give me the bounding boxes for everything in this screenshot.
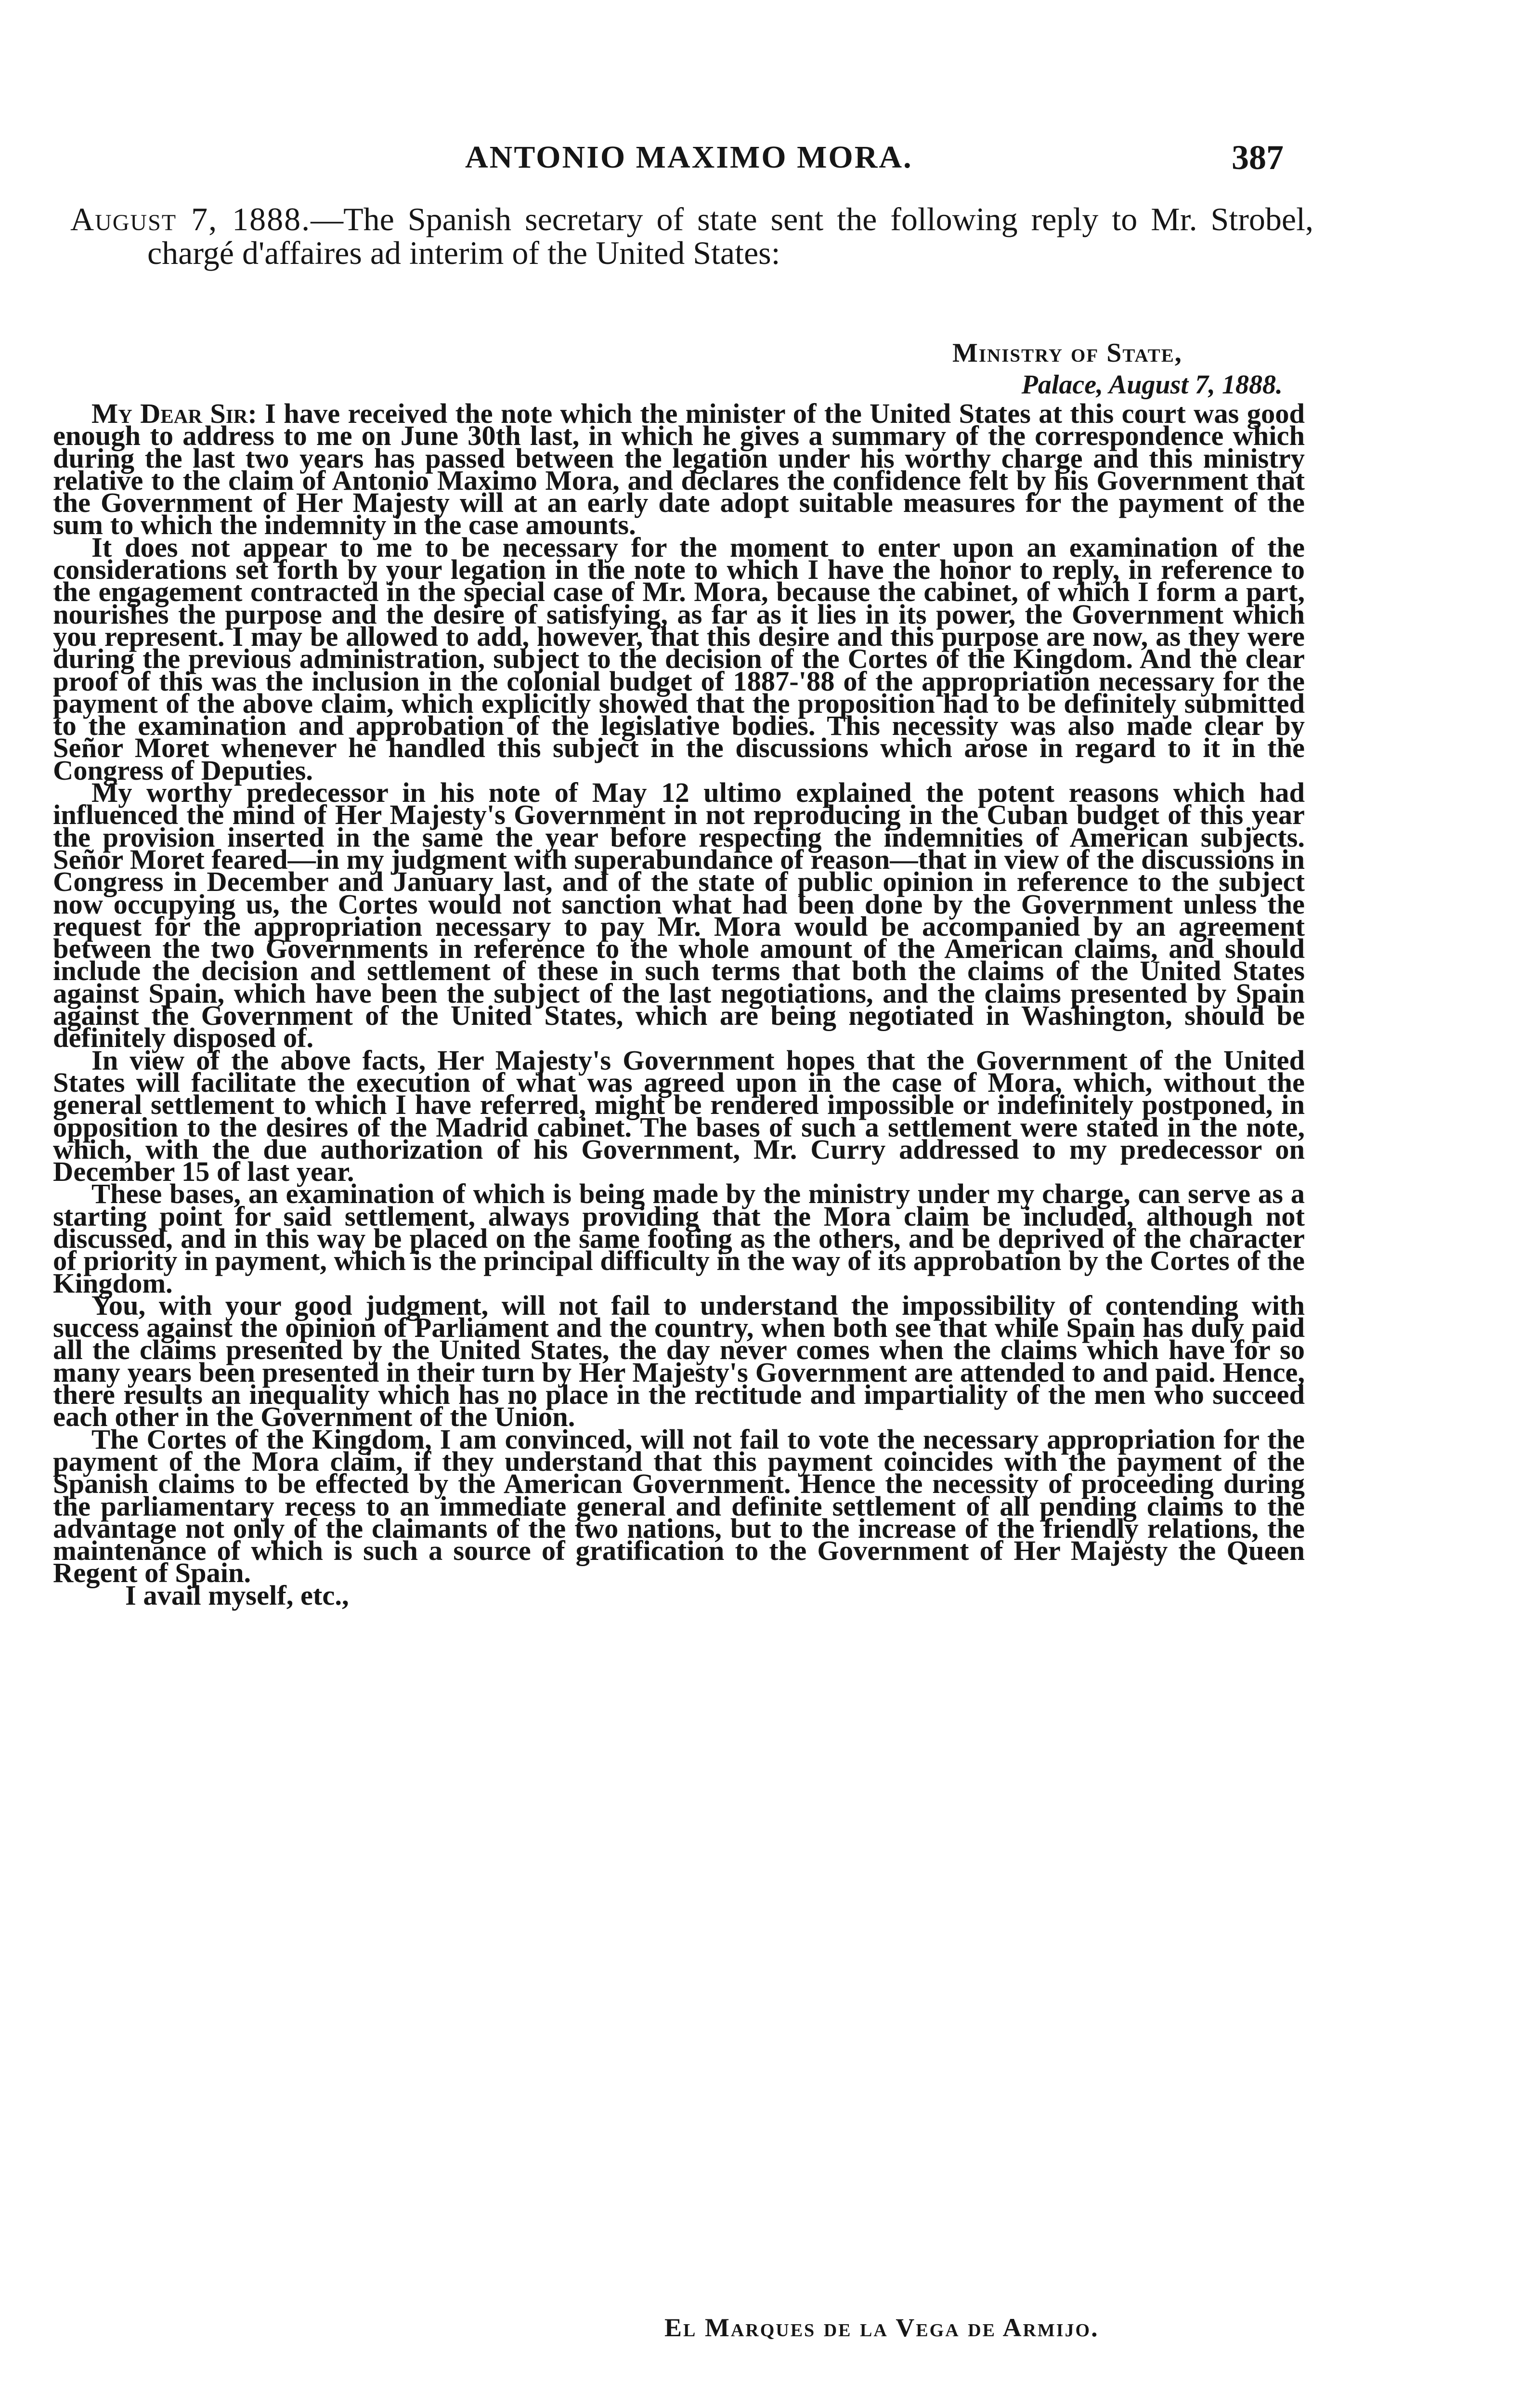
letter-paragraph [53, 398, 1305, 541]
entry-intro-text: —The Spanish secretary of state sent the following reply to Mr. Strobel, chargé d'affaires ad interim of the United States: [147, 201, 1313, 271]
page-number: 387 [1232, 138, 1284, 177]
paragraph-text: I have received the note which the minister of the United States at this court was good enough to address to me on June 30th last, in which he gives a summary of the correspondence which during the last two years has passed between the legation under his worthy charge and this ministry relative to the claim of Antonio Maximo Mora, and declares the confidence felt by his Government that the Government of Her Majesty will at an early date adopt suitable measures for the payment of the sum to which the indemnity in the case amounts. [53, 398, 1305, 541]
entry-intro [70, 202, 1313, 270]
letter-closing: I avail myself, etc., [125, 1579, 349, 1611]
sender-office: Ministry of State, [952, 338, 1182, 368]
letter-paragraph: It does not appear to me to be necessary for the moment to enter upon an examination of the considerations set forth by your legation in the note to which I have the honor to reply, in reference to the engagement contracted in the special case of Mr. Mora, because the cabinet, of which I form a part, nourishes the purpose and the desire of satisfying, as far as it lies in its power, the Government which you represent. I may be allowed to add, however, that this desire and this purpose are now, as they were during the previous administration, subject to the decision of the Cortes of the Kingdom. And the clear proof of this was the inclusion in the colonial budget of 1887-'88 of the appropriation necessary for the payment of the above claim, which explicitly showed that the proposition had to be definitely submitted to the examination and approbation of the legislative bodies. This necessity was also made clear by Señor Moret whenever he handled this subject in the discussions which arose in regard to it in the Congress of Deputies. [53, 531, 1305, 786]
letter-paragraph: In view of the above facts, Her Majesty's Government hopes that the Government of the United States will facilitate the execution of what was agreed upon in the case of Mora, which, without the general settlement to which I have referred, might be rendered impossible or indefinitely postponed, in opposition to the desires of the Madrid cabinet. The bases of such a settlement were stated in the note, which, with the due authorization of his Government, Mr. Curry addressed to my predecessor on December 15 of last year. [53, 1044, 1305, 1188]
running-title: ANTONIO MAXIMO MORA. [465, 140, 913, 175]
sender-place-date: Palace, August 7, 1888. [1021, 370, 1283, 400]
running-header [0, 136, 1533, 179]
letter-paragraph: These bases, an examination of which is being made by the ministry under my charge, can serve as a starting point for said settlement, always providing that the Mora claim be included, although not discussed, and in this way be placed on the same footing as the others, and be deprived of the character of priority in payment, which is the principal difficulty in the way of its approbation by the Cortes of the Kingdom. [53, 1178, 1305, 1299]
entry-date: August 7, 1888. [70, 201, 311, 237]
salutation: My Dear Sir: [91, 398, 257, 429]
letter-paragraph: You, with your good judgment, will not fail to understand the impossibility of contending with success against the opinion of Parliament and the country, when both see that while Spain has duly paid all the claims presented by the United States, the day never comes when the claims which have for so many years been presented in their turn by Her Majesty's Government are attended to and paid. Hence, there results an inequality which has no place in the rectitude and impartiality of the men who succeed each other in the Government of the Union. [53, 1289, 1305, 1433]
letter-heading [770, 337, 1283, 401]
letter-paragraph: The Cortes of the Kingdom, I am convinced, will not fail to vote the necessary appropriation for the payment of the Mora claim, if they understand that this payment coincides with the payment of the Spanish claims to be effected by the American Government. Hence the necessity of proceeding during the parliamentary recess to an immediate general and definite settlement of all pending claims to the advantage not only of the claimants of the two nations, but to the increase of the friendly relations, the maintenance of which is such a source of gratification to the Government of Her Majesty the Queen Regent of Spain. [53, 1423, 1305, 1589]
signature: El Marques de la Vega de Armijo. [664, 2313, 1099, 2342]
letter-paragraph: My worthy predecessor in his note of May 12 ultimo explained the potent reasons which had influenced the mind of Her Majesty's Government in not reproducing in the Cuban budget of this year the provision inserted in the same the year before respecting the indemnities of American subjects. Señor Moret feared—in my judgment with superabundance of reason—that in view of the discussions in Congress in December and January last, and of the state of public opinion in reference to the subject now occupying us, the Cortes would not sanction what had been done by the Government unless the request for the appropriation necessary to pay Mr. Mora would be accompanied by an agreement between the two Governments in reference to the whole amount of the American claims, and should include the decision and settlement of these in such terms that both the claims of the United States against Spain, which have been the subject of the last negotiations, and the claims presented by Spain against the Government of the United States, which are being negotiated in Washington, should be definitely disposed of. [53, 777, 1305, 1054]
letter-body [53, 398, 1305, 1611]
